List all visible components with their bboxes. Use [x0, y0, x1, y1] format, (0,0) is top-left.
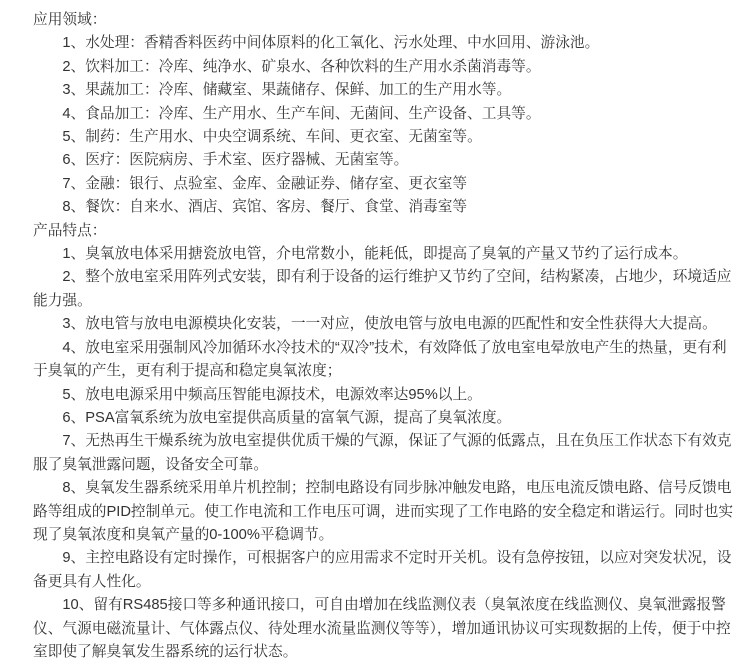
section-features — [33, 220, 740, 664]
feature-item-3: 3、放电管与放电电源模块化安装，一一对应，使放电管与放电电源的匹配性和安全性获得大大提高。 — [62, 316, 717, 333]
application-item-8: 8、餐饮：自来水、酒店、宾馆、客房、餐厅、食堂、消毒室等 — [62, 199, 468, 216]
section-applications — [33, 9, 740, 220]
feature-item-9: 9、主控电路设有定时操作，可根据客户的应用需求不定时开关机。设有急停按钮，以应对突发状况，设备更具有人性化。 — [33, 550, 732, 590]
feature-item-8: 8、臭氧发生器系统采用单片机控制；控制电路设有同步脉冲触发电路，电压电流反馈电路、信号反馈电路等组成的PID控制单元。使工作电流和工作电压可调，进而实现了工作电路的安全稳定和谐运行。同时也实现了臭氧浓度和臭氧产量的0-100%平稳调节。 — [33, 480, 734, 543]
application-item-6: 6、医疗：医院病房、手术室、医疗器械、无菌室等。 — [62, 152, 409, 169]
feature-item-2: 2、整个放电室采用阵列式安装，即有利于设备的运行维护又节约了空间，结构紧凑，占地少，环境适应能力强。 — [33, 269, 732, 309]
application-item-1: 1、水处理：香精香料医药中间体原料的化工氧化、污水处理、中水回用、游泳池。 — [62, 35, 600, 52]
application-item-4: 4、食品加工：冷库、生产用水、生产车间、无菌间、生产设备、工具等。 — [62, 105, 541, 122]
applications-heading: 应用领域： — [33, 12, 107, 28]
feature-item-6: 6、PSA富氧系统为放电室提供高质量的富氧气源，提高了臭氧浓度。 — [62, 409, 512, 426]
feature-item-7: 7、无热再生干燥系统为放电室提供优质干燥的气源，保证了气源的低露点，且在负压工作状态下有效克服了臭氧泄露问题，设备安全可靠。 — [33, 433, 732, 473]
feature-item-5: 5、放电电源采用中频高压智能电源技术，电源效率达95%以上。 — [62, 386, 482, 403]
feature-item-1: 1、臭氧放电体采用搪瓷放电管，介电常数小，能耗低，即提高了臭氧的产量又节约了运行成本。 — [62, 246, 688, 263]
feature-item-4: 4、放电室采用强制风冷加循环水冷技术的“双冷”技术，有效降低了放电室电晕放电产生的热量，更有利于臭氧的产生，更有利于提高和稳定臭氧浓度； — [33, 339, 727, 380]
application-item-7: 7、金融：银行、点验室、金库、金融证券、储存室、更衣室等 — [62, 175, 468, 192]
application-item-5: 5、制药：生产用水、中央空调系统、车间、更衣室、无菌室等。 — [62, 129, 482, 146]
features-heading: 产品特点： — [33, 222, 107, 239]
application-item-2: 2、饮料加工：冷库、纯净水、矿泉水、各种饮料的生产用水杀菌消毒等。 — [62, 58, 541, 75]
application-item-3: 3、果蔬加工：冷库、储藏室、果蔬储存、保鲜、加工的生产用水等。 — [62, 82, 512, 99]
feature-item-10: 10、留有RS485接口等多种通讯接口，可自由增加在线监测仪表（臭氧浓度在线监测仪、臭氧泄露报警仪、气源电磁流量计、气体露点仪、待处理水流量监测仪等等），增加通讯协议可实现数据的上传，便于中控室即使了解臭氧发生器系统的运行状态。 — [33, 597, 731, 660]
